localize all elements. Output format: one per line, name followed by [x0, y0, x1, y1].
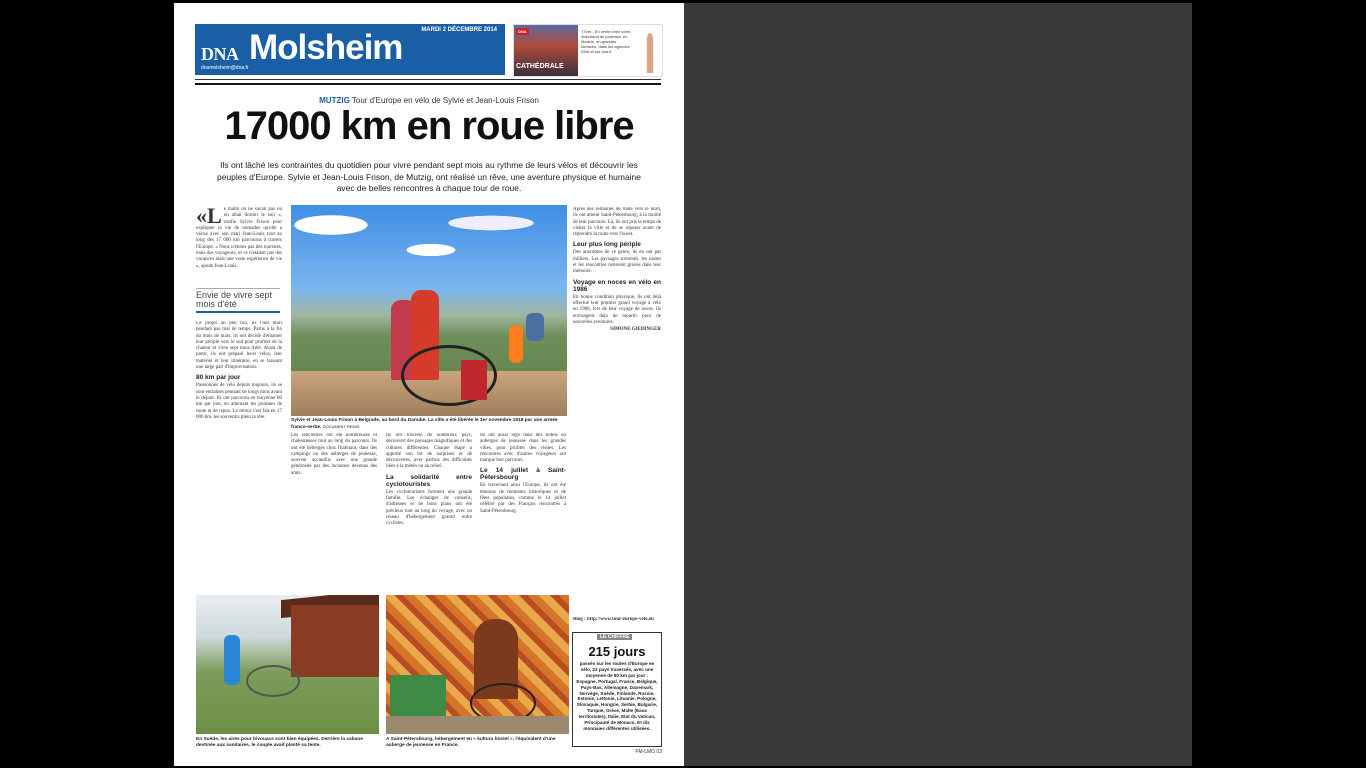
- subhead-solidarite: La solidarité entre cyclotouristes: [386, 473, 472, 488]
- key-figure-text: passés sur les routes d'Europe en vélo, 23 pays traversés, avec une moyenne de 80 km par jour : Espagne, Portugal, France, Belgique, Pays-Bas, Allemagne, Danemark, Norvège, Suède, Finlande, Russie, Estonie, Lettonie, Lituanie, Pologne, Slovaquie, Hongrie, Serbie, Bulgarie, Turquie, Grèce, Malte (Eaux territoriales), Italie, Etat du Vatican, Principauté de Monaco. Et dix monnaies différentes utilisées.: [576, 661, 658, 731]
- column-3-text: Ils ont traversé de nombreux pays, découvert des paysages magnifiques et des cultures différentes. Chaque étape a apporté son lot de surprises et de découvertes, avec parfois des difficultés liées à la météo ou au relief.: [386, 433, 472, 470]
- standfirst: Ils ont lâché les contraintes du quotidien pour vivre pendant sept mois au rythme de leurs vélos et découvrir les peuples d'Europe. Sylvie et Jean-Louis Frison, de Mutzig, ont réalisé un rêve, une aventure physique et humaine avec de belles rencontres à chaque tour de roue.: [216, 160, 642, 193]
- subhead-peripe: Leur plus long périple: [573, 241, 641, 249]
- column-2-text: Les rencontres ont été nombreuses et chaleureuses tout au long du parcours. Ils ont été hébergés chez l'habitant, dans des campings ou des auberges de jeunesse, souvent accueillis avec une grande générosité par des inconnus devenus des amis.: [291, 433, 377, 476]
- main-caption-credit: DOCUMENT REMIS: [322, 424, 360, 429]
- russia-caption: A Saint-Pétersbourg, hébergement en « kultura hostel », l'équivalent d'une auberge de jeunesse en France.: [386, 737, 556, 748]
- subhead-title: Envie de vivre sept mois d'été: [196, 288, 280, 313]
- key-figure-tag: LE CHIFFRE: [597, 634, 632, 640]
- blog-link[interactable]: Blog : http://www.tour-europe-velo.eu: [573, 617, 654, 622]
- russia-photo: [386, 595, 569, 734]
- promo-title: CATHÉDRALE: [516, 63, 564, 70]
- column-5-text-2: Des anecdotes de ce genre, ils en ont par milliers. Les paysages traversés, les routes et les rencontres resteront gravés dans leur mémoire.: [573, 250, 661, 275]
- column-5-text: Après des semaines de route vers le nord, ils ont atteint Saint-Pétersbourg, à la moitié de leur parcours. Là, ils ont pris le temps de visiter la ville et de se reposer avant de reprendre la route vers l'ouest.: [573, 207, 661, 238]
- column-3: [386, 433, 472, 591]
- column-1: [196, 321, 282, 591]
- headline: 17000 km en roue libre: [224, 104, 634, 148]
- issue-date: MARDI 2 DÉCEMBRE 2014: [421, 27, 497, 33]
- town-title: Molsheim: [249, 28, 403, 67]
- masthead: [195, 24, 505, 75]
- brand-logo: DNA: [201, 44, 239, 64]
- column-1-text-2: Passionnés de vélo depuis toujours, ils se sont entraînés pendant de longs mois avant le départ. Ils ont parcouru en moyenne 80 km par jour, en alternant les journées de route et de repos. Le retour s'est fait en 17 000 km, les souvenirs plein la tête.: [196, 383, 282, 420]
- promo-image: [514, 25, 578, 76]
- promo-text: T.Smt - En vente chez votre marchand de journaux, en librairie, en grandes surfaces, dans les agences DNA et sur dna.fr: [581, 29, 631, 54]
- column-4: [480, 433, 566, 591]
- column-5-text-3: En bonne condition physique, ils ont déjà effectué leur premier grand voyage à vélo en 1986, lors de leur voyage de noces. Ils envisagent déjà de repartir pour de nouvelles aventures.: [573, 294, 661, 325]
- newspaper-page: [174, 3, 684, 766]
- subhead-box: [196, 288, 280, 313]
- promo-badge: DNA: [518, 29, 527, 34]
- intro-paragraph: [196, 207, 282, 285]
- subhead-14-juillet: Le 14 juillet à Saint-Pétersbourg: [480, 467, 566, 482]
- column-2: [291, 433, 377, 591]
- sweden-caption: En Suède, les aires pour bivouacs sont bien équipées. Derrière la cabane destinée aux sanitaires, le couple avait planté sa tente.: [196, 737, 363, 748]
- column-4-text-2: En traversant ainsi l'Europe, ils ont été témoins de moments historiques et de fêtes populaires, comme le 14 juillet célébré par des Français rencontrés à Saint-Pétersbourg.: [480, 483, 566, 514]
- sweden-photo: [196, 595, 379, 734]
- column-4-text: Ils ont aussi logé dans des hôtels ou auberges de jeunesse dans les grandes villes, pour profiter des visites. Les rencontres avec d'autres voyageurs ont marqué leur parcours.: [480, 433, 566, 464]
- empty-viewer-panel: [684, 3, 1192, 766]
- main-caption-text: Sylvie et Jean-Louis Frison à Belgrade, au bord du Danube. La ville a été libérée le 1er novembre 1918 par une armée franco-serbe.: [291, 418, 558, 430]
- kicker-place: MUTZIG: [319, 96, 350, 105]
- column-3-text-2: Les cyclotouristes forment une grande famille. Les échanges de conseils, d'adresses et de bons plans ont été précieux tout au long du voyage, avec un réseau d'hébergement gratuit entre cyclistes.: [386, 489, 472, 527]
- column-1-text: Ce projet un peu fou, ils l'ont mûri pendant pas mal de temps. Partis à la fin du mois de mars, ils ont décidé d'entamer leur périple vers le sud pour profiter de la chaleur et vivre sept mois d'été. Avant de partir, ils ont préparé leurs vélos, leur matériel et leur itinéraire, en se laissant une large part d'improvisation.: [196, 321, 282, 371]
- subhead-noces: Voyage en noces en vélo en 1986: [573, 278, 661, 293]
- dropcap: «L: [196, 207, 222, 228]
- contact-email: dnamolsheim@dna.fr: [201, 65, 249, 71]
- promo-box[interactable]: [513, 24, 663, 77]
- main-photo-caption: [291, 418, 567, 431]
- subhead-80km: 80 km par jour: [196, 374, 241, 382]
- intro-text: e matin on ne savait pas où on allait dormir le soir », confie Sylvie Frison pour expliquer la vie de nomades qu'elle a vécue avec son mari Jean-Louis tout au long des 17 000 km parcourus à travers l'Europe. « Nous n'étions pas des touristes, mais des voyageurs, et ce n'étaient pas des vacances mais une vraie expérience de vie », ajoute Jean-Louis.: [196, 207, 282, 269]
- page-folio: FM-LMO 03: [635, 749, 662, 755]
- masthead-rule: [195, 79, 661, 80]
- key-figure-box: [572, 632, 662, 747]
- column-5: [573, 207, 661, 607]
- kicker-text: Tour d'Europe en vélo de Sylvie et Jean-Louis Frison: [351, 96, 539, 105]
- main-photo: [291, 205, 567, 416]
- signature: SIMONE GIEDINGER: [610, 327, 661, 333]
- key-figure-value: 215 jours: [588, 644, 646, 659]
- masthead-rule-thick: [195, 83, 661, 85]
- cathedral-icon: [642, 29, 658, 73]
